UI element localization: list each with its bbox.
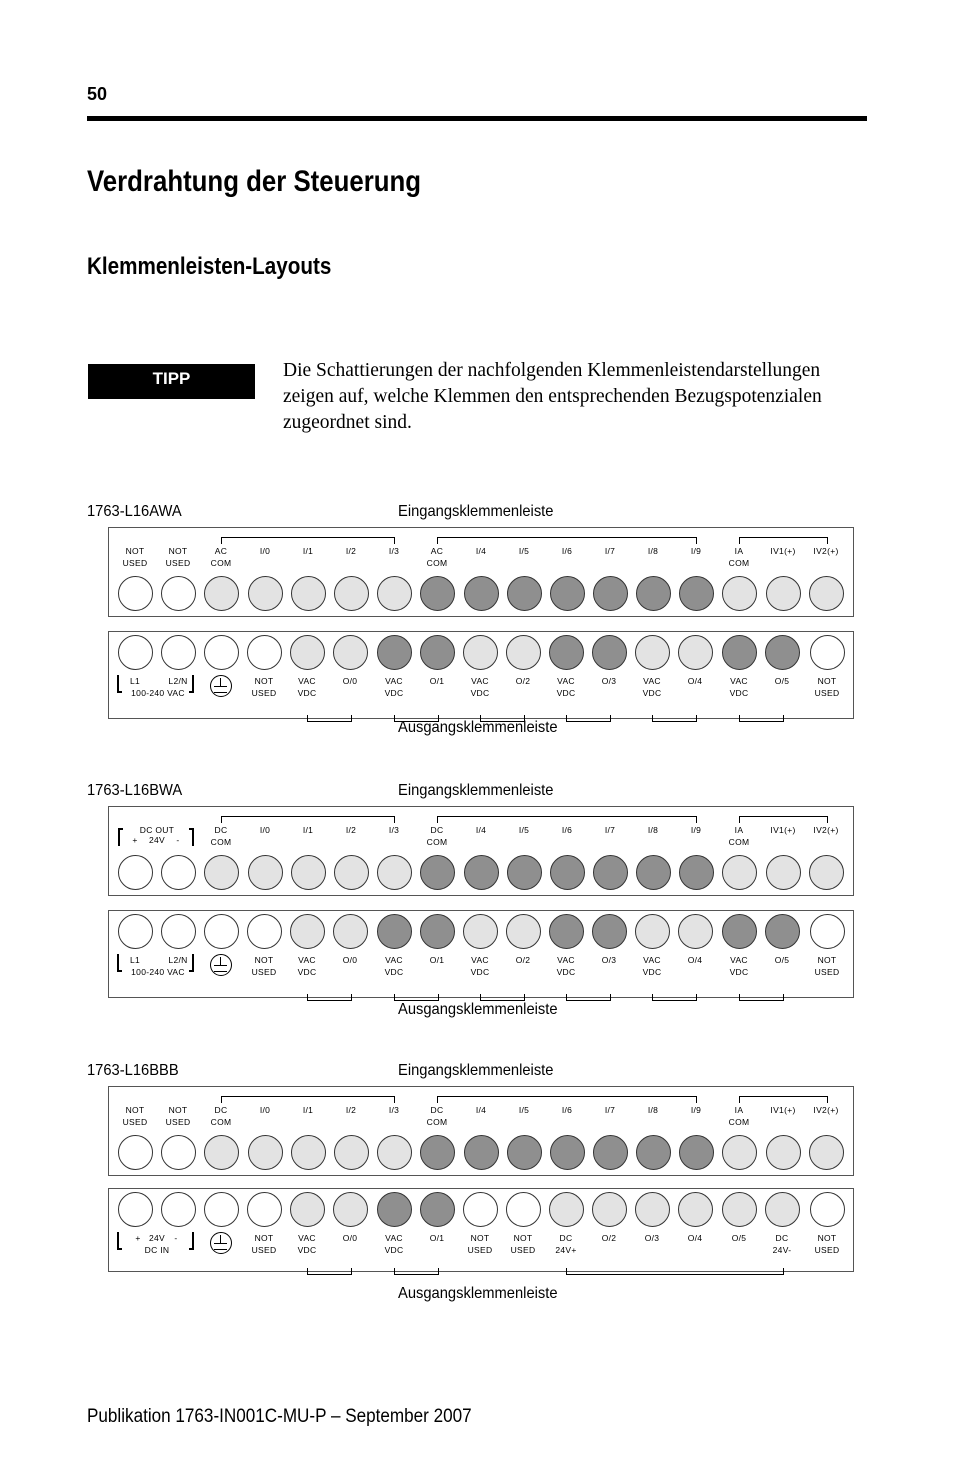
output-terminal <box>204 1192 239 1227</box>
input-terminal-label: IV2(+) <box>813 825 839 835</box>
input-terminal-label: I/1 <box>302 1105 314 1115</box>
output-group-bracket <box>394 1268 439 1275</box>
input-terminal <box>291 1135 326 1170</box>
output-group-bracket <box>739 715 784 722</box>
input-group-bracket <box>437 1096 697 1103</box>
output-terminal-label: O/2 <box>601 1233 617 1243</box>
input-terminal-label: DC COM <box>210 825 232 847</box>
input-terminal <box>766 1135 801 1170</box>
input-terminal <box>636 855 671 890</box>
output-terminal <box>765 1192 800 1227</box>
output-terminal <box>118 635 153 670</box>
output-terminal-label: DC 24V- <box>772 1233 792 1255</box>
input-terminal-label: - <box>176 835 180 845</box>
output-terminal <box>635 1192 670 1227</box>
input-terminal-label: IA COM <box>728 1105 750 1127</box>
output-terminal <box>506 635 541 670</box>
output-terminal <box>420 635 455 670</box>
output-terminal <box>678 1192 713 1227</box>
output-terminal <box>161 635 196 670</box>
section-title: Klemmenleisten-Layouts <box>87 253 332 280</box>
output-terminal <box>678 914 713 949</box>
input-terminal <box>334 576 369 611</box>
output-terminal <box>678 635 713 670</box>
output-group-bracket <box>480 994 525 1001</box>
output-terminal-label: O/1 <box>429 1233 445 1243</box>
input-terminal-label: I/4 <box>475 825 487 835</box>
input-terminal <box>593 855 628 890</box>
input-group-bracket <box>437 816 697 823</box>
output-terminal <box>635 635 670 670</box>
page-number: 50 <box>87 84 108 104</box>
ground-icon <box>210 954 232 976</box>
output-terminal <box>463 1192 498 1227</box>
input-terminal <box>161 576 196 611</box>
output-terminal-label: NOT USED <box>814 676 840 698</box>
output-terminal-label: O/0 <box>342 676 358 686</box>
input-terminal <box>464 576 499 611</box>
output-terminal <box>247 914 282 949</box>
input-group-bracket <box>739 537 828 544</box>
output-terminal <box>247 635 282 670</box>
input-terminal-label: I/8 <box>647 1105 659 1115</box>
output-terminal-label: NOT USED <box>814 1233 840 1255</box>
dc-in-bracket-right <box>189 1232 194 1250</box>
power-bracket-left <box>117 954 122 972</box>
input-group-bracket <box>221 1096 395 1103</box>
output-terminal-label: O/1 <box>429 676 445 686</box>
ground-icon <box>210 1232 232 1254</box>
output-terminal-label: O/0 <box>342 955 358 965</box>
output-terminal <box>463 914 498 949</box>
output-terminal <box>333 1192 368 1227</box>
dc-out-bracket-right <box>189 828 194 846</box>
output-terminal <box>333 635 368 670</box>
output-terminal-label: VAC VDC <box>384 1233 404 1255</box>
input-terminal <box>507 1135 542 1170</box>
input-terminal <box>420 1135 455 1170</box>
input-terminal <box>550 1135 585 1170</box>
input-terminal-label: IV1(+) <box>770 1105 796 1115</box>
output-terminal <box>118 914 153 949</box>
output-strip-label: Ausgangsklemmenleiste <box>398 719 558 736</box>
input-terminal-label: I/2 <box>345 546 357 556</box>
input-terminal-label: I/3 <box>388 1105 400 1115</box>
output-terminal <box>592 1192 627 1227</box>
input-terminal <box>291 855 326 890</box>
output-terminal <box>549 635 584 670</box>
input-terminal <box>161 1135 196 1170</box>
output-terminal <box>722 1192 757 1227</box>
output-group-bracket <box>566 1268 784 1275</box>
input-terminal-label: I/9 <box>690 825 702 835</box>
input-terminal <box>377 576 412 611</box>
input-terminal-label: I/7 <box>604 546 616 556</box>
input-terminal <box>809 576 844 611</box>
output-terminal <box>247 1192 282 1227</box>
input-terminal-label: IV2(+) <box>813 1105 839 1115</box>
input-terminal-label: + <box>132 835 138 845</box>
input-terminal <box>118 1135 153 1170</box>
input-terminal-label: NOT USED <box>165 546 191 568</box>
output-terminal-label: VAC VDC <box>297 676 317 698</box>
model-label: 1763-L16BBB <box>87 1062 179 1079</box>
output-terminal-label: O/4 <box>687 955 703 965</box>
output-terminal-label: VAC VDC <box>729 676 749 698</box>
input-terminal-label: I/0 <box>259 825 271 835</box>
output-terminal <box>377 1192 412 1227</box>
output-group-bracket <box>566 715 611 722</box>
input-terminal <box>204 855 239 890</box>
input-terminal <box>420 576 455 611</box>
input-terminal-label: IV2(+) <box>813 546 839 556</box>
input-terminal-label: I/0 <box>259 1105 271 1115</box>
output-terminal <box>204 914 239 949</box>
output-terminal <box>765 914 800 949</box>
output-group-bracket <box>307 715 352 722</box>
input-terminal <box>722 576 757 611</box>
output-terminal-label: NOT USED <box>510 1233 536 1255</box>
output-terminal-label: DC 24V+ <box>555 1233 577 1255</box>
output-terminal <box>722 635 757 670</box>
page-title: Verdrahtung der Steuerung <box>87 165 422 198</box>
output-terminal-label: O/5 <box>774 676 790 686</box>
input-terminal-label: DC COM <box>426 1105 448 1127</box>
output-terminal-label: VAC VDC <box>384 955 404 977</box>
input-terminal-label: I/5 <box>518 546 530 556</box>
header-rule <box>87 116 867 121</box>
input-terminal-label: NOT USED <box>122 1105 148 1127</box>
input-terminal-label: IA COM <box>728 546 750 568</box>
output-terminal-label: VAC VDC <box>642 676 662 698</box>
power-supply-label: 100-240 VAC <box>131 967 185 977</box>
input-terminal <box>248 576 283 611</box>
model-label: 1763-L16BWA <box>87 782 183 799</box>
output-terminal-label: NOT USED <box>251 676 277 698</box>
footer-publication: Publikation 1763-IN001C-MU-P – September 2007 <box>87 1406 472 1427</box>
input-strip-label: Eingangsklemmenleiste <box>398 503 554 520</box>
output-strip-label: Ausgangsklemmenleiste <box>398 1001 558 1018</box>
input-terminal <box>766 576 801 611</box>
output-terminal-label: L2/N <box>168 955 188 965</box>
model-label: 1763-L16AWA <box>87 503 182 520</box>
input-terminal-label: I/9 <box>690 1105 702 1115</box>
output-terminal-label: O/3 <box>601 955 617 965</box>
output-terminal <box>592 914 627 949</box>
output-terminal-label: L2/N <box>168 676 188 686</box>
input-terminal-label: IA COM <box>728 825 750 847</box>
input-terminal-label: I/1 <box>302 546 314 556</box>
input-terminal <box>291 576 326 611</box>
input-terminal <box>204 1135 239 1170</box>
output-terminal-label: O/1 <box>429 955 445 965</box>
input-terminal-label: DC COM <box>426 825 448 847</box>
input-group-bracket <box>739 816 828 823</box>
input-terminal <box>679 1135 714 1170</box>
input-terminal <box>464 855 499 890</box>
input-terminal-label: I/7 <box>604 825 616 835</box>
input-terminal <box>507 855 542 890</box>
input-terminal-label: I/9 <box>690 546 702 556</box>
output-group-bracket <box>394 994 439 1001</box>
input-terminal <box>809 1135 844 1170</box>
input-terminal-label: NOT USED <box>122 546 148 568</box>
input-terminal <box>377 1135 412 1170</box>
output-terminal <box>506 914 541 949</box>
output-terminal <box>810 635 845 670</box>
input-terminal <box>636 576 671 611</box>
input-terminal <box>118 576 153 611</box>
input-terminal <box>679 855 714 890</box>
input-terminal-label: I/6 <box>561 825 573 835</box>
output-terminal <box>463 635 498 670</box>
output-terminal-label: O/2 <box>515 955 531 965</box>
input-terminal <box>420 855 455 890</box>
output-terminal-label: L1 <box>129 676 141 686</box>
output-terminal-label: O/0 <box>342 1233 358 1243</box>
output-terminal-label: VAC VDC <box>642 955 662 977</box>
input-terminal <box>766 855 801 890</box>
input-terminal <box>593 576 628 611</box>
output-terminal <box>290 635 325 670</box>
output-terminal-label: O/3 <box>644 1233 660 1243</box>
output-terminal <box>377 914 412 949</box>
input-strip-label: Eingangsklemmenleiste <box>398 1062 554 1079</box>
output-strip-label: Ausgangsklemmenleiste <box>398 1285 558 1302</box>
input-terminal-label: I/6 <box>561 1105 573 1115</box>
input-terminal-label: I/2 <box>345 825 357 835</box>
input-group-bracket <box>221 816 395 823</box>
input-terminal-label: NOT USED <box>165 1105 191 1127</box>
input-terminal-label: I/8 <box>647 825 659 835</box>
power-supply-label: 100-240 VAC <box>131 688 185 698</box>
output-terminal-label: NOT USED <box>814 955 840 977</box>
input-terminal <box>334 855 369 890</box>
output-group-bracket <box>652 715 697 722</box>
output-terminal-label: + <box>135 1233 141 1243</box>
input-terminal-label: I/2 <box>345 1105 357 1115</box>
input-terminal <box>550 855 585 890</box>
dc-in-bracket-left <box>117 1232 122 1250</box>
input-terminal <box>161 855 196 890</box>
output-terminal <box>722 914 757 949</box>
power-bracket-right <box>189 675 194 693</box>
output-terminal <box>810 914 845 949</box>
input-terminal <box>722 1135 757 1170</box>
output-terminal <box>204 635 239 670</box>
input-terminal <box>248 855 283 890</box>
output-terminal <box>333 914 368 949</box>
dc-in-voltage: 24V <box>148 1233 166 1243</box>
input-terminal-label: I/3 <box>388 546 400 556</box>
output-terminal-label: O/5 <box>731 1233 747 1243</box>
output-terminal <box>290 914 325 949</box>
output-terminal <box>377 635 412 670</box>
input-terminal <box>377 855 412 890</box>
input-group-bracket <box>739 1096 828 1103</box>
output-terminal <box>549 914 584 949</box>
input-group-bracket <box>437 537 697 544</box>
input-terminal-label: IV1(+) <box>770 546 796 556</box>
output-terminal <box>810 1192 845 1227</box>
output-terminal-label: L1 <box>129 955 141 965</box>
output-terminal-label: VAC VDC <box>470 676 490 698</box>
output-terminal-label: NOT USED <box>251 1233 277 1255</box>
output-terminal <box>290 1192 325 1227</box>
input-terminal <box>118 855 153 890</box>
output-terminal-label: O/4 <box>687 676 703 686</box>
output-terminal-label: VAC VDC <box>556 955 576 977</box>
input-terminal-label: AC COM <box>210 546 232 568</box>
input-terminal-label: I/7 <box>604 1105 616 1115</box>
input-terminal-label: I/1 <box>302 825 314 835</box>
input-terminal-label: I/0 <box>259 546 271 556</box>
input-terminal <box>507 576 542 611</box>
input-terminal-label: I/5 <box>518 1105 530 1115</box>
output-group-bracket <box>652 994 697 1001</box>
tip-badge: TIPP <box>88 364 255 399</box>
input-terminal <box>593 1135 628 1170</box>
input-terminal <box>679 576 714 611</box>
output-terminal <box>549 1192 584 1227</box>
tip-text: Die Schattierungen der nachfolgenden Klemmenleistendarstellungen zeigen auf, welche Klemmen den entsprechenden Bezugspotenzialen zugeordnet sind. <box>283 360 822 433</box>
dc-out-bracket-left <box>118 828 123 846</box>
output-terminal <box>592 635 627 670</box>
output-terminal-label: VAC VDC <box>297 955 317 977</box>
input-terminal <box>809 855 844 890</box>
input-terminal-label: I/6 <box>561 546 573 556</box>
output-terminal-label: VAC VDC <box>470 955 490 977</box>
output-terminal-label: VAC VDC <box>556 676 576 698</box>
input-terminal <box>550 576 585 611</box>
input-terminal <box>464 1135 499 1170</box>
output-terminal <box>420 914 455 949</box>
input-terminal <box>334 1135 369 1170</box>
input-terminal-label: I/3 <box>388 825 400 835</box>
input-terminal <box>636 1135 671 1170</box>
output-terminal-label: NOT USED <box>251 955 277 977</box>
output-terminal-label: NOT USED <box>467 1233 493 1255</box>
input-terminal-label: DC COM <box>210 1105 232 1127</box>
output-terminal-label: O/2 <box>515 676 531 686</box>
output-terminal-label: VAC VDC <box>297 1233 317 1255</box>
input-group-bracket <box>221 537 395 544</box>
output-terminal-label: VAC VDC <box>384 676 404 698</box>
dc-in-label: DC IN <box>144 1245 170 1255</box>
input-terminal-label: IV1(+) <box>770 825 796 835</box>
output-terminal <box>420 1192 455 1227</box>
output-group-bracket <box>307 994 352 1001</box>
output-terminal <box>161 914 196 949</box>
power-bracket-left <box>117 675 122 693</box>
output-terminal <box>635 914 670 949</box>
dc-out-voltage: 24V <box>148 835 166 845</box>
input-terminal <box>722 855 757 890</box>
input-terminal-label: I/4 <box>475 1105 487 1115</box>
output-terminal-label: O/3 <box>601 676 617 686</box>
output-terminal-label: - <box>174 1233 178 1243</box>
dc-out-label: DC OUT <box>139 825 175 835</box>
output-terminal <box>118 1192 153 1227</box>
ground-icon <box>210 675 232 697</box>
output-terminal <box>765 635 800 670</box>
input-terminal-label: I/4 <box>475 546 487 556</box>
output-group-bracket <box>739 994 784 1001</box>
input-terminal-label: AC COM <box>426 546 448 568</box>
output-terminal <box>506 1192 541 1227</box>
input-terminal-label: I/8 <box>647 546 659 556</box>
input-terminal <box>204 576 239 611</box>
output-terminal-label: VAC VDC <box>729 955 749 977</box>
output-terminal-label: O/5 <box>774 955 790 965</box>
output-group-bracket <box>307 1268 352 1275</box>
input-terminal-label: I/5 <box>518 825 530 835</box>
output-terminal <box>161 1192 196 1227</box>
input-terminal <box>248 1135 283 1170</box>
input-strip-label: Eingangsklemmenleiste <box>398 782 554 799</box>
output-group-bracket <box>566 994 611 1001</box>
output-terminal-label: O/4 <box>687 1233 703 1243</box>
power-bracket-right <box>189 954 194 972</box>
